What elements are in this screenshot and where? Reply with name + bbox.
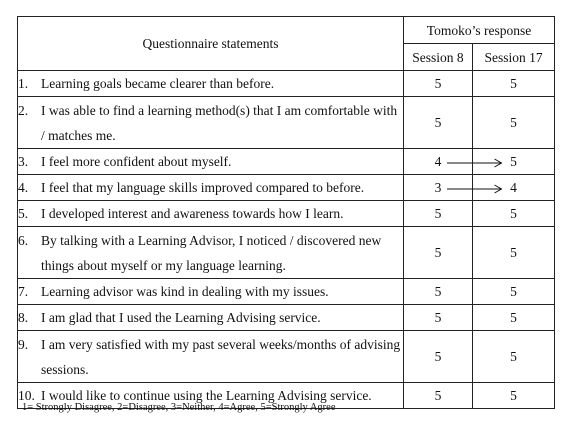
statement-content	[18, 71, 403, 96]
session-17-value: 5	[473, 97, 555, 149]
session-8-value: 5	[404, 383, 473, 409]
statement-number: 10.	[18, 388, 35, 403]
session-17-value: 4	[473, 175, 555, 201]
table-row	[18, 97, 555, 149]
statement-text: Learning goals became clearer than before.	[41, 76, 275, 91]
session-8-value: 5	[404, 97, 473, 149]
statement-text: I am very satisfied with my past several weeks/months of advising sessions.	[41, 336, 401, 377]
statement-number: 5.	[18, 206, 29, 221]
statement-text: By talking with a Learning Advisor, I noticed / discovered new things about myself or my language learning.	[41, 232, 382, 273]
statement-number: 4.	[18, 180, 29, 195]
session-8-value: 5	[404, 71, 473, 97]
statement-cell	[18, 279, 404, 305]
statement-text: I am glad that I used the Learning Advising service.	[41, 310, 321, 325]
statement-cell	[18, 201, 404, 227]
session-8-value: 3	[404, 175, 473, 201]
statement-content	[18, 175, 403, 200]
session-17-value: 5	[473, 331, 555, 383]
statement-cell	[18, 331, 404, 383]
statement-number: 6.	[18, 232, 29, 248]
statement-content	[18, 228, 403, 278]
session-17-value: 5	[473, 279, 555, 305]
statement-content	[18, 201, 403, 226]
statement-number: 8.	[18, 310, 29, 325]
session-17-value: 5	[473, 149, 555, 175]
statement-text: I would like to continue using the Learning Advising service.	[41, 388, 372, 403]
statement-text: I feel more confident about myself.	[41, 154, 232, 169]
session-17-value: 5	[473, 227, 555, 279]
table-row	[18, 279, 555, 305]
statement-text: Learning advisor was kind in dealing with my issues.	[41, 284, 329, 299]
statement-number: 1.	[18, 76, 29, 91]
session-8-value: 5	[404, 279, 473, 305]
session-8-value: 4	[404, 149, 473, 175]
questionnaire-table	[17, 16, 555, 409]
table-row	[18, 175, 555, 201]
header-session-17: Session 17	[473, 44, 555, 71]
statement-number: 9.	[18, 336, 29, 352]
session-17-value: 5	[473, 201, 555, 227]
header-session-8: Session 8	[404, 44, 473, 71]
statement-content	[18, 149, 403, 174]
statement-content	[18, 305, 403, 330]
table-body	[18, 71, 555, 409]
scale-legend: 1= Strongly Disagree, 2=Disagree, 3=Neither, 4=Agree, 5=Strongly Agree	[22, 402, 336, 413]
session-8-value: 5	[404, 201, 473, 227]
statement-content	[18, 332, 403, 382]
statement-content	[18, 98, 403, 148]
statement-text: I feel that my language skills improved compared to before.	[41, 180, 365, 195]
table-row	[18, 331, 555, 383]
header-response: Tomoko’s response	[404, 17, 555, 44]
statement-text: I developed interest and awareness towards how I learn.	[41, 206, 344, 221]
statement-cell	[18, 305, 404, 331]
statement-number: 7.	[18, 284, 29, 299]
table-row	[18, 201, 555, 227]
session-8-value: 5	[404, 305, 473, 331]
table-row	[18, 149, 555, 175]
table-row	[18, 71, 555, 97]
statement-text: I was able to find a learning method(s) that I am comfortable with / matches me.	[41, 102, 398, 143]
header-statements: Questionnaire statements	[18, 17, 404, 71]
statement-cell	[18, 227, 404, 279]
statement-number: 2.	[18, 102, 29, 118]
statement-number: 3.	[18, 154, 29, 169]
session-17-value: 5	[473, 383, 555, 409]
statement-cell	[18, 97, 404, 149]
statement-cell	[18, 71, 404, 97]
table-row	[18, 305, 555, 331]
statement-content	[18, 279, 403, 304]
session-8-value: 5	[404, 331, 473, 383]
session-17-value: 5	[473, 305, 555, 331]
statement-cell	[18, 149, 404, 175]
statement-cell	[18, 175, 404, 201]
session-8-value: 5	[404, 227, 473, 279]
table-row	[18, 227, 555, 279]
session-17-value: 5	[473, 71, 555, 97]
